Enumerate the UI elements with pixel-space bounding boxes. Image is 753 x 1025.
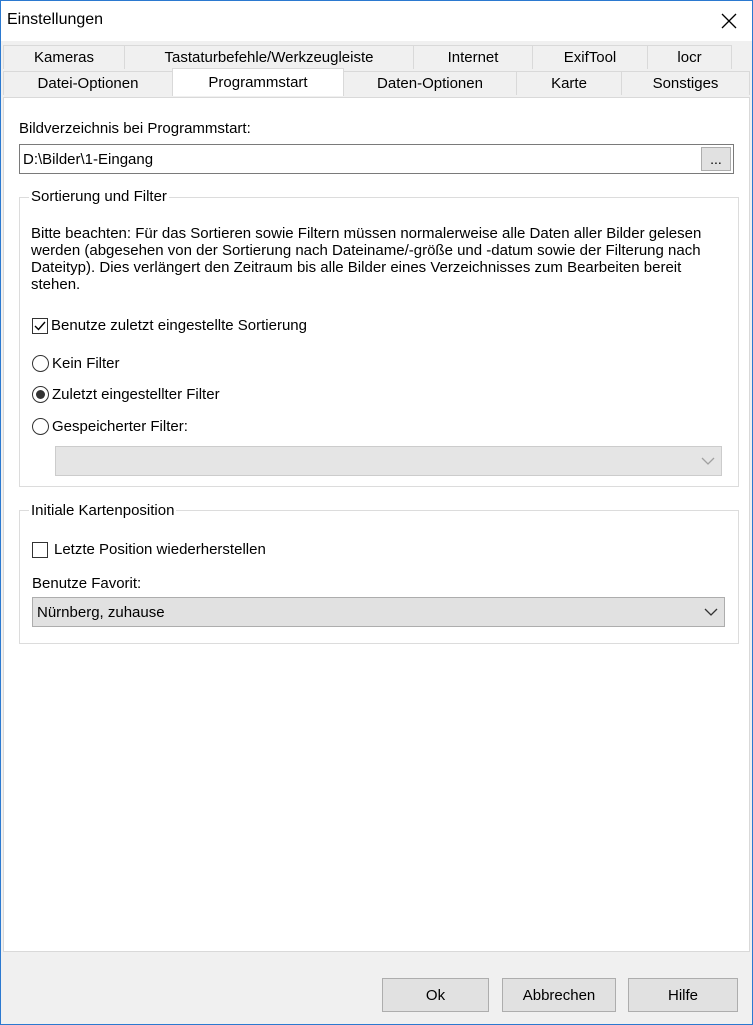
restore-position-checkbox[interactable] — [32, 541, 266, 558]
title-bar — [1, 1, 752, 41]
browse-button[interactable]: ... — [701, 147, 731, 171]
radio-kein-filter[interactable] — [32, 355, 120, 372]
tab-karte[interactable]: Karte — [516, 71, 622, 95]
radio-zuletzt-filter[interactable] — [32, 386, 220, 403]
use-last-sort-label: Benutze zuletzt eingestellte Sortierung — [51, 317, 307, 334]
tab-tastaturbefehle[interactable]: Tastaturbefehle/Werkzeugleiste — [124, 45, 414, 69]
radio-gespeicherter-filter-circle[interactable] — [32, 418, 49, 435]
tab-exiftool[interactable]: ExifTool — [532, 45, 648, 69]
window-title: Einstellungen — [7, 11, 104, 28]
tab-internet[interactable]: Internet — [413, 45, 533, 69]
use-last-sort-box[interactable] — [32, 318, 48, 334]
radio-kein-filter-circle[interactable] — [32, 355, 49, 372]
tab-programmstart[interactable]: Programmstart — [172, 68, 344, 96]
sort-filter-title: Sortierung und Filter — [31, 188, 167, 205]
close-icon — [721, 13, 737, 29]
sort-filter-note: Bitte beachten: Für das Sortieren sowie Filtern müssen normalerweise alle Daten aller Bilder gelesen werden (abgesehen von der Sortierung nach Dateiname/-größe und -datum sowie der Filterung nach Dateityp). Dies verlängert den Zeitraum bis alle Bilder eines Verzeichnisses zum Bearbeiten bereit stehen. — [31, 225, 702, 293]
chevron-down-icon — [701, 456, 715, 466]
radio-kein-filter-label: Kein Filter — [52, 355, 120, 372]
radio-gespeicherter-filter-label: Gespeicherter Filter: — [52, 418, 188, 435]
saved-filter-dropdown[interactable] — [55, 446, 722, 476]
favorite-dropdown[interactable] — [32, 597, 725, 627]
ok-button[interactable]: Ok — [382, 978, 489, 1012]
favorite-value: Nürnberg, zuhause — [37, 604, 165, 621]
use-last-sort-checkbox[interactable] — [32, 317, 307, 334]
radio-zuletzt-filter-circle[interactable] — [32, 386, 49, 403]
radio-zuletzt-filter-label: Zuletzt eingestellter Filter — [52, 386, 220, 403]
tab-kameras[interactable]: Kameras — [3, 45, 125, 69]
help-button[interactable]: Hilfe — [628, 978, 738, 1012]
tab-sonstiges[interactable]: Sonstiges — [621, 71, 750, 95]
favorite-label: Benutze Favorit: — [32, 575, 142, 592]
cancel-button[interactable]: Abbrechen — [502, 978, 616, 1012]
tab-datei-optionen[interactable]: Datei-Optionen — [3, 71, 173, 95]
close-button[interactable] — [706, 1, 752, 41]
startup-dir-field[interactable] — [19, 144, 734, 174]
restore-position-box[interactable] — [32, 542, 48, 558]
map-position-title: Initiale Kartenposition — [31, 502, 175, 519]
tab-daten-optionen[interactable]: Daten-Optionen — [343, 71, 517, 95]
startup-dir-label: Bildverzeichnis bei Programmstart: — [19, 120, 251, 137]
chevron-down-icon — [704, 607, 718, 617]
tab-locr[interactable]: locr — [647, 45, 732, 69]
startup-dir-input[interactable] — [23, 149, 693, 169]
checkmark-icon — [33, 319, 47, 333]
restore-position-label: Letzte Position wiederherstellen — [54, 541, 266, 558]
radio-gespeicherter-filter[interactable] — [32, 418, 188, 435]
